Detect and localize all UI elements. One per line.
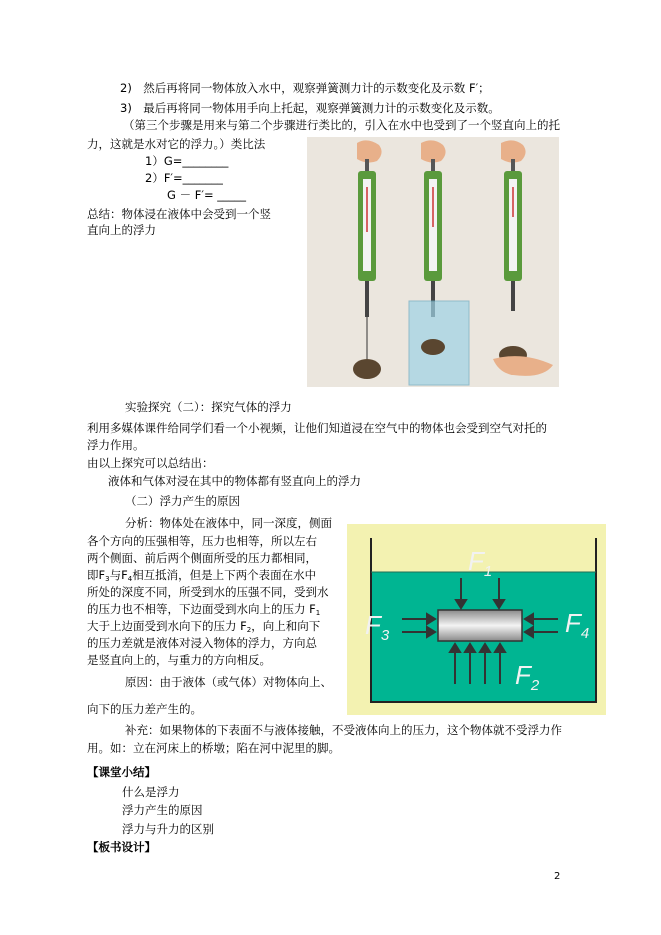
analogy-note-line1: （第三个步骤是用来与第二个步骤进行类比的，引入在水中也受到了一个竖直向上的托 <box>123 118 560 132</box>
video-paragraph-line2: 浮力作用。 <box>87 438 145 452</box>
analysis-line4: 即F3与F4相互抵消，但是上下两个表面在水中 <box>87 568 317 583</box>
step-3-line: 3) 最后再将同一物体用手向上托起，观察弹簧测力计的示数变化及示数。 <box>120 101 500 115</box>
f4-label: $F_4$ <box>565 608 590 642</box>
summary-item-3: 浮力与升力的区别 <box>122 822 214 836</box>
reason-line2: 向下的压力差产生的。 <box>87 702 202 716</box>
analysis-line2: 各个方向的压强相等，压力也相等，所以左右 <box>87 534 317 548</box>
analogy-note-line2: 力，这就是水对它的浮力。）类比法 <box>87 137 266 151</box>
conclusion-intro: 由以上探究可以总结出： <box>87 456 214 470</box>
summary-item-2: 浮力产生的原因 <box>122 803 203 817</box>
submerged-block <box>438 610 522 641</box>
board-design-heading: 【板书设计】 <box>87 840 156 854</box>
analysis-line6: 的压力也不相等，下边面受到水向上的压力 F1 <box>87 602 321 617</box>
analysis-line5: 所处的深度不同，所受到水的压强不同，受到水 <box>87 585 329 599</box>
spring-scale-photo <box>307 137 559 387</box>
analysis-line7: 大于上边面受到水向下的压力 F2，向上和向下 <box>87 619 321 634</box>
analysis-line1: 分析：物体处在液体中，同一深度，侧面 <box>125 516 332 530</box>
formula-f-prime: 2）F′=_______ <box>145 171 223 185</box>
f2-label: $F_2$ <box>515 660 540 694</box>
summary-line2: 直向上的浮力 <box>87 223 156 237</box>
page-number: 2 <box>554 871 561 882</box>
class-summary-heading: 【课堂小结】 <box>87 765 156 779</box>
reason-line1: 原因：由于液体（或气体）对物体向上、 <box>125 675 332 689</box>
buoyancy-force-diagram <box>347 524 606 715</box>
step-2-line: 2) 然后再将同一物体放入水中，观察弹簧测力计的示数变化及示数 F′； <box>120 81 490 95</box>
conclusion-text: 液体和气体对浸在其中的物体都有竖直向上的浮力 <box>108 474 361 488</box>
supplement-line2: 用。如：立在河床上的桥墩；陷在河中泥里的脚。 <box>87 741 340 755</box>
experiment-2-heading: 实验探究（二）：探究气体的浮力 <box>125 400 292 414</box>
supplement-line1: 补充：如果物体的下表面不与液体接触，不受液体向上的压力，这个物体就不受浮力作 <box>125 723 562 737</box>
spring-scale-illustration <box>307 137 559 387</box>
f3-label: $F_3$ <box>365 610 390 644</box>
analysis-line8: 的压力差就是液体对浸入物体的浮力，方向总 <box>87 636 317 650</box>
f1-label: $F_1$ <box>468 546 493 580</box>
formula-g: 1）G=________ <box>145 154 229 168</box>
summary-line1: 总结：物体浸在液体中会受到一个竖 <box>87 207 271 221</box>
formula-difference: G － F′= _____ <box>167 188 246 202</box>
analysis-line9: 是竖直向上的，与重力的方向相反。 <box>87 653 271 667</box>
video-paragraph-line1: 利用多媒体课件给同学们看一个小视频，让他们知道浸在空气中的物体也会受到空气对托的 <box>87 421 547 435</box>
summary-item-1: 什么是浮力 <box>122 785 180 799</box>
analysis-line3: 两个侧面、前后两个侧面所受的压力都相同， <box>87 551 317 565</box>
force-diagram-svg <box>347 524 606 715</box>
section-2-heading: （二）浮力产生的原因 <box>125 494 240 508</box>
